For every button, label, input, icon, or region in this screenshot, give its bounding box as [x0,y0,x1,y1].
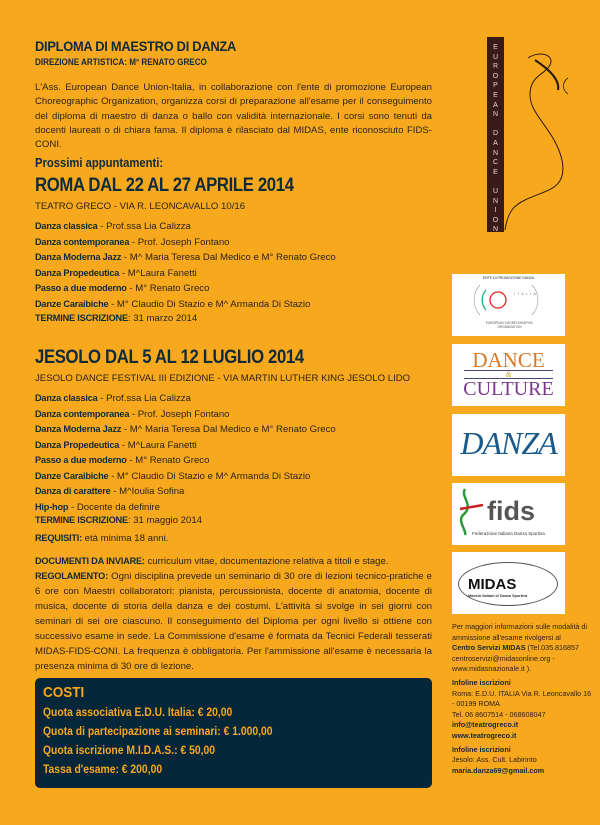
course-name: Danze Caraibiche [35,298,109,309]
info-text: Per maggiori informazioni sulle modalità di ammissione all'esame rivolgersi al [452,622,588,642]
course-item [35,438,336,454]
midas-word: MIDAS [468,576,517,593]
jesolo-heading: JESOLO DAL 5 AL 12 LUGLIO 2014 [35,347,304,368]
band-letter: R [492,63,499,71]
band-letter: E [493,168,498,176]
fids-sub: Federazione Italiana Danza Sportiva [472,531,545,536]
course-item [35,250,336,266]
centro-text: (Tel.035.816857 centroservizi@midasonline.org - www.midasnazionale.it ). [452,643,580,674]
email-link[interactable]: maria.danza69@gmail.com [452,765,545,775]
course-name: Danza classica [35,393,98,403]
documents-text: curriculum vitae, documentazione relativa a titoli e stage. [144,556,389,567]
roma-phone: Tel. 06 8607514 - 068608047 [452,709,546,719]
band-letter: E [493,91,498,99]
website-link[interactable]: www.teatrogreco.it [452,730,517,740]
cost-row: Quota di partecipazione ai seminari: € 1.000,00 [43,726,273,738]
band-letter: I [494,207,497,215]
course-item [35,219,336,235]
eco-logo [452,274,565,336]
fids-dancer-icon [455,487,485,537]
jesolo-deadline [35,513,202,529]
course-teacher: - M^Laura Fanetti [119,267,197,279]
infoline-label: Infoline iscrizioni [452,677,511,687]
culture-word: CULTURE [463,378,554,400]
course-name: Passo a due moderno [35,455,127,465]
course-name: Danza classica [35,221,98,231]
eco-logo-mid: ITALIA [514,291,538,296]
regulations-label: REGOLAMENTO: [35,571,108,581]
course-item [35,297,336,313]
course-item [35,235,336,251]
cost-row: Quota associativa E.D.U. Italia: € 20,00 [43,707,233,719]
contact-sidebar [452,622,592,776]
band-letter: U [492,187,499,195]
fids-word: fids [487,496,536,526]
course-item [35,391,336,407]
course-teacher: - Prof. Joseph Fontano [129,408,230,420]
course-name: Hip-hop [35,501,69,512]
costs-title: COSTI [43,684,85,701]
course-teacher: - Prof.ssa Lia Calizza [97,393,191,404]
dance-culture-logo [452,344,565,406]
requirements-text: età minima 18 anni. [82,533,169,544]
requirements-label: REQUISITI: [35,533,83,543]
course-teacher: - M° Claudio Di Stazio e M^ Armanda Di Stazio [108,298,311,310]
band-letter: N [492,197,499,205]
course-teacher: - M^ Maria Teresa Dal Medico e M° Renato Greco [121,424,336,435]
course-teacher: - M° Claudio Di Stazio e M^ Armanda Di Stazio [108,470,311,482]
email-link[interactable]: info@teatrogreco.it [452,720,519,730]
band-letter: D [492,130,499,138]
course-name: Danza Propedeutica [35,267,120,278]
course-teacher: - M° Renato Greco [126,283,210,294]
course-item [35,453,336,469]
band-letter: N [492,149,499,157]
eco-rings-icon [452,280,565,324]
ampersand: & [464,370,553,379]
regulations [35,569,432,674]
course-name: Danza di carattere [35,486,111,496]
band-letter: U [492,53,499,61]
band-letter: N [492,111,499,119]
course-name: Danza Moderna Jazz [35,424,122,434]
requirements [35,531,168,547]
course-teacher: - M° Renato Greco [126,455,210,466]
course-name: Danza Propedeutica [35,439,120,450]
roma-venue: TEATRO GRECO - VIA R. LEONCAVALLO 10/16 [35,201,246,212]
roma-address: Roma: E.D.U. ITALIA Via R. Leoncavallo 16 - 00199 ROMA [452,688,592,709]
deadline-value: : 31 marzo 2014 [127,313,198,324]
course-teacher: - M^Ioulia Sofina [110,486,185,497]
course-name: Passo a due moderno [35,283,127,293]
course-teacher: - Prof.ssa Lia Calizza [97,221,191,232]
eco-logo-bottom: EUROPEAN CHOREOGRAPHIC ORGANIZATION [485,321,534,329]
cost-row: Tassa d'esame: € 200,00 [43,764,163,776]
roma-heading: ROMA DAL 22 AL 27 APRILE 2014 [35,175,294,196]
band-letter: A [493,139,498,147]
midas-sub: Maestri Italiani di Danza Sportiva [468,594,528,598]
midas-logo [452,552,565,614]
course-item [35,281,336,297]
artistic-direction: DIREZIONE ARTISTICA: M° RENATO GRECO [35,57,207,67]
dancer-illustration [500,50,580,250]
roma-course-list [35,219,336,312]
jesolo-venue: JESOLO DANCE FESTIVAL III EDIZIONE - VIA MARTIN LUTHER KING JESOLO LIDO [35,373,411,384]
deadline-label: TERMINE ISCRIZIONE [35,515,128,525]
course-name: Danza Moderna Jazz [35,252,122,262]
infoline-label: Infoline iscrizioni [452,744,511,754]
course-item [35,266,336,282]
regulations-text: Ogni disciplina prevede un seminario di 30 ore di lezioni tecnico-pratiche e 6 ore con Maestri collaboratori: pianista, percussionista, docente di anatomia, docente di musica, docente di storia della danza e dei costumi. L'attività si svolge in sei giorni con seminari di sei ore ciascuno. Il conseguimento del Diploma per ogni livello si ottiene con successivo esame in sede. La Commissione d'esame è formata da Tecnici Federali tesserati MIDAS-FIDS-CONI. La frequenza è obbligatoria. Per l'ammissione all'esame è necessaria la presenza minima di 30 ore di lezione. [35,571,432,672]
jesolo-course-list [35,391,336,515]
band-letter: E [493,44,498,51]
roma-deadline [35,311,197,327]
costs-box [35,678,432,788]
band-letter: A [493,101,498,109]
page-title: DIPLOMA DI MAESTRO DI DANZA [35,38,237,54]
intro-paragraph: L'Ass. European Dance Union-Italia, in collaborazione con l'ente di promozione European Choreographic Organization, organizza corsi di preparazione all'esame per il conseguimento del diploma di maestro di danza o ballo con validità internazionale. I corsi sono tenuti da docenti laureati o di chiara fama. Il diploma è rilasciato dal MIDAS, ente riconosciuto FIDS-CONI. [35,82,432,151]
course-name: Danza contemporanea [35,236,130,247]
dance-word: DANCE [472,348,545,372]
documents [35,554,389,570]
centro-label: Centro Servizi MIDAS [452,643,526,653]
course-teacher: - M^Laura Fanetti [119,439,197,451]
band-letter: N [492,226,499,234]
deadline-label: TERMINE ISCRIZIONE [35,313,128,323]
jesolo-contact: Jesolo: Ass. Cult. Labirinto [452,755,537,765]
band-letter: O [492,72,499,80]
course-teacher: - Docente da definire [68,501,161,513]
danza-word: DANZA [460,425,557,461]
course-item [35,422,336,438]
band-letter: P [493,82,498,90]
course-item [35,469,336,485]
band-letter: C [492,159,499,167]
danza-logo [452,414,565,476]
cost-row: Quota iscrizione M.I.D.A.S.: € 50,00 [43,745,215,757]
course-teacher: - M^ Maria Teresa Dal Medico e M° Renato Greco [121,252,336,263]
upcoming-label: Prossimi appuntamenti: [35,156,164,170]
course-item [35,407,336,423]
eco-logo-top: ENTE DI PROMOZIONE DANZA [482,276,535,280]
course-name: Danze Caraibiche [35,470,109,481]
course-name: Danza contemporanea [35,408,130,419]
fids-logo [452,483,565,545]
deadline-value: : 31 maggio 2014 [127,515,203,526]
course-teacher: - Prof. Joseph Fontano [129,236,230,248]
documents-label: DOCUMENTI DA INVIARE: [35,556,145,566]
course-item [35,484,336,500]
band-letter: O [492,216,499,224]
